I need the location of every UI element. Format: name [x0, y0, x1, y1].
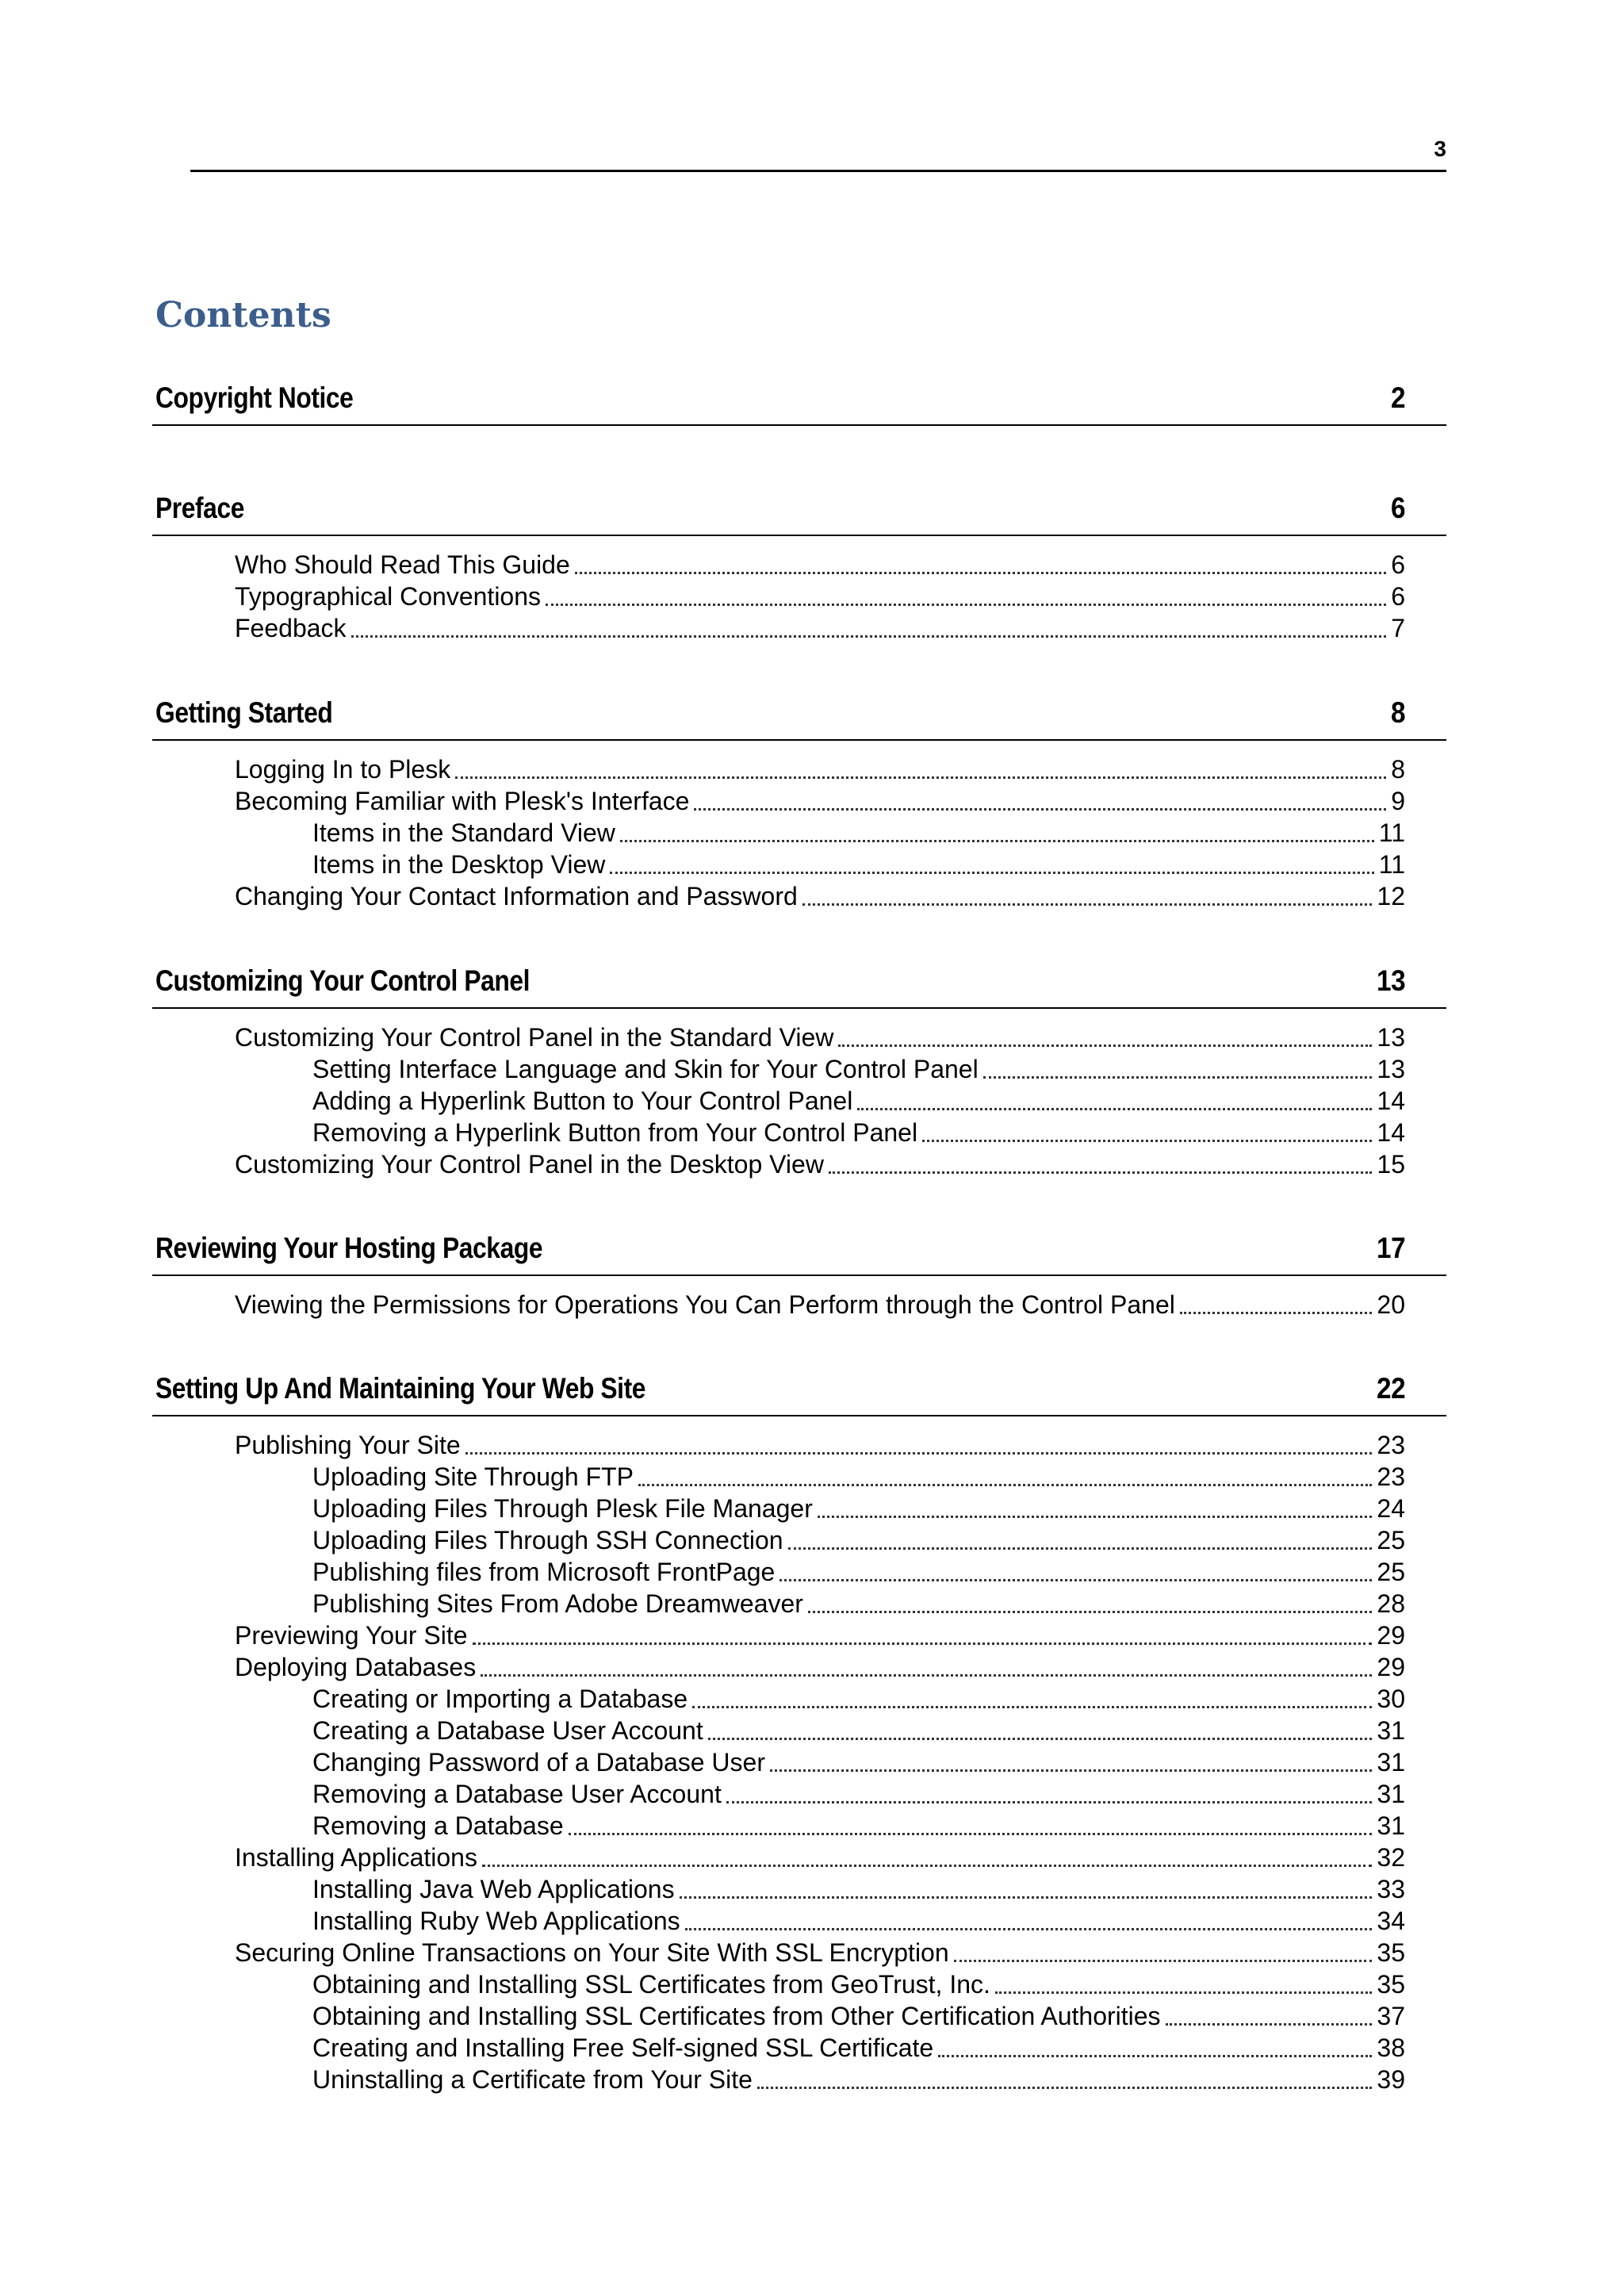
section-entries [152, 1431, 1446, 2097]
section-title: Setting Up And Maintaining Your Web Site [155, 1372, 646, 1405]
entry-label: Uninstalling a Certificate from Your Site [312, 2065, 753, 2094]
contents-title: Contents [155, 295, 331, 335]
entry-label: Becoming Familiar with Plesk's Interface [235, 787, 690, 815]
entry-label: Removing a Database User Account [312, 1780, 722, 1808]
toc-entry[interactable] [152, 2065, 1405, 2097]
entry-label: Adding a Hyperlink Button to Your Control Panel [312, 1087, 853, 1115]
dot-leader [983, 1075, 1373, 1079]
entry-label: Publishing Sites From Adobe Dreamweaver [312, 1589, 803, 1618]
dot-leader [546, 603, 1386, 606]
entry-label: Logging In to Plesk [235, 755, 451, 784]
section-entries [152, 1290, 1446, 1322]
dot-leader [481, 1673, 1372, 1677]
toc-entry[interactable] [152, 1780, 1405, 1811]
toc-entry[interactable] [152, 1118, 1405, 1150]
section-page-number: 6 [1390, 492, 1405, 524]
toc-entry[interactable] [152, 1431, 1405, 1462]
entry-label: Creating a Database User Account [312, 1716, 703, 1745]
toc-section [152, 1225, 1446, 1322]
section-page-number: 13 [1376, 964, 1405, 997]
toc-entry[interactable] [152, 1023, 1405, 1055]
toc-entry[interactable] [152, 614, 1405, 646]
section-page-number: 22 [1376, 1372, 1405, 1405]
entry-page-number: 28 [1377, 1589, 1405, 1618]
section-heading[interactable] [152, 485, 1446, 536]
entry-page-number: 31 [1377, 1748, 1405, 1777]
toc-entry[interactable] [152, 818, 1405, 850]
toc-entry[interactable] [152, 582, 1405, 614]
toc-section [152, 485, 1446, 646]
dot-leader [788, 1547, 1373, 1550]
dot-leader [1166, 2022, 1373, 2026]
toc-entry[interactable] [152, 1748, 1405, 1780]
entry-page-number: 33 [1377, 1875, 1405, 1903]
entry-page-number: 11 [1378, 850, 1405, 879]
section-entries [152, 1023, 1446, 1182]
section-title: Reviewing Your Hosting Package [155, 1232, 543, 1264]
toc-entry[interactable] [152, 1055, 1405, 1087]
entry-label: Typographical Conventions [235, 582, 542, 611]
section-title: Preface [155, 492, 244, 524]
toc-entry[interactable] [152, 1589, 1405, 1621]
entry-page-number: 39 [1377, 2065, 1405, 2094]
page-number: 3 [1434, 136, 1446, 161]
dot-leader [620, 839, 1374, 842]
dot-leader [770, 1769, 1372, 1772]
entry-label: Items in the Desktop View [312, 850, 606, 879]
entry-page-number: 15 [1377, 1150, 1405, 1179]
toc-entry[interactable] [152, 1716, 1405, 1748]
entry-label: Removing a Hyperlink Button from Your Control Panel [312, 1118, 918, 1147]
dot-leader [954, 1959, 1373, 1962]
dot-leader [610, 871, 1373, 874]
dot-leader [680, 1895, 1373, 1899]
dot-leader [465, 1451, 1373, 1455]
toc-entry[interactable] [152, 1970, 1405, 2002]
dot-leader [808, 1610, 1372, 1613]
section-page-number: 2 [1390, 381, 1405, 414]
entry-page-number: 31 [1377, 1716, 1405, 1745]
toc-section [152, 690, 1446, 914]
section-page-number: 8 [1390, 696, 1405, 729]
dot-leader [726, 1800, 1373, 1803]
dot-leader [473, 1642, 1373, 1645]
section-title: Copyright Notice [155, 381, 354, 414]
toc-entry[interactable] [152, 1290, 1405, 1322]
section-heading[interactable] [152, 958, 1446, 1009]
entry-page-number: 8 [1391, 755, 1405, 784]
toc-section [152, 958, 1446, 1182]
entry-page-number: 23 [1377, 1431, 1405, 1459]
entry-page-number: 13 [1377, 1055, 1405, 1083]
entry-page-number: 25 [1377, 1558, 1405, 1586]
toc-entry[interactable] [152, 1621, 1405, 1653]
dot-leader [818, 1515, 1373, 1518]
entry-page-number: 12 [1377, 882, 1405, 910]
toc-entry[interactable] [152, 1558, 1405, 1589]
dot-leader [779, 1578, 1372, 1581]
entry-page-number: 38 [1377, 2033, 1405, 2062]
section-title: Getting Started [155, 696, 333, 729]
entry-label: Obtaining and Installing SSL Certificates from Other Certification Authorities [312, 2002, 1161, 2030]
header-rule [190, 170, 1446, 172]
toc-entry[interactable] [152, 1150, 1405, 1182]
dot-leader [829, 1171, 1372, 1174]
toc-entry[interactable] [152, 2033, 1405, 2065]
section-heading[interactable] [152, 1366, 1446, 1416]
toc-entry[interactable] [152, 1526, 1405, 1558]
entry-label: Securing Online Transactions on Your Site With SSL Encryption [235, 1938, 949, 1967]
dot-leader [938, 2054, 1372, 2057]
entry-label: Uploading Site Through FTP [312, 1462, 634, 1491]
dot-leader [922, 1139, 1372, 1142]
entry-page-number: 13 [1377, 1023, 1405, 1052]
dot-leader [857, 1107, 1372, 1110]
dot-leader [692, 1705, 1372, 1708]
toc-entry[interactable] [152, 850, 1405, 882]
entry-label: Customizing Your Control Panel in the Standard View [235, 1023, 834, 1052]
toc-entry[interactable] [152, 882, 1405, 914]
dot-leader [455, 776, 1386, 779]
toc-section [152, 375, 1446, 426]
section-heading[interactable] [152, 690, 1446, 741]
entry-label: Viewing the Permissions for Operations You Can Perform through the Control Panel [235, 1290, 1175, 1319]
entry-label: Installing Applications [235, 1843, 477, 1872]
entry-page-number: 30 [1377, 1685, 1405, 1713]
entry-page-number: 31 [1377, 1811, 1405, 1840]
entry-page-number: 35 [1377, 1970, 1405, 1999]
entry-label: Deploying Databases [235, 1653, 477, 1681]
entry-label: Uploading Files Through SSH Connection [312, 1526, 783, 1554]
dot-leader [757, 2086, 1372, 2089]
toc-entry[interactable] [152, 1938, 1405, 1970]
toc-entry[interactable] [152, 787, 1405, 818]
entry-label: Customizing Your Control Panel in the Desktop View [235, 1150, 824, 1179]
dot-leader [351, 634, 1387, 638]
entry-page-number: 25 [1377, 1526, 1405, 1554]
section-heading[interactable] [152, 1225, 1446, 1276]
entry-page-number: 37 [1377, 2002, 1405, 2030]
entry-page-number: 20 [1377, 1290, 1405, 1319]
dot-leader [995, 1991, 1373, 1994]
section-page-number: 17 [1376, 1232, 1405, 1264]
dot-leader [708, 1737, 1373, 1740]
toc-entry[interactable] [152, 1811, 1405, 1843]
section-entries [152, 550, 1446, 646]
entry-label: Changing Your Contact Information and Password [235, 882, 798, 910]
dot-leader [1180, 1311, 1373, 1314]
toc-entry[interactable] [152, 1843, 1405, 1875]
entry-page-number: 11 [1378, 818, 1405, 847]
entry-label: Uploading Files Through Plesk File Manager [312, 1494, 813, 1523]
entry-label: Publishing files from Microsoft FrontPage [312, 1558, 776, 1586]
section-title: Customizing Your Control Panel [155, 964, 530, 997]
toc-section [152, 1366, 1446, 2097]
entry-page-number: 29 [1377, 1621, 1405, 1650]
entry-label: Creating or Importing a Database [312, 1685, 688, 1713]
entry-label: Installing Java Web Applications [312, 1875, 675, 1903]
dot-leader [482, 1864, 1372, 1867]
dot-leader [838, 1044, 1372, 1047]
entry-page-number: 14 [1377, 1118, 1405, 1147]
entry-page-number: 9 [1391, 787, 1405, 815]
toc-entry[interactable] [152, 2002, 1405, 2033]
entry-page-number: 24 [1377, 1494, 1405, 1523]
entry-page-number: 35 [1377, 1938, 1405, 1967]
entry-page-number: 6 [1391, 550, 1405, 579]
dot-leader [575, 571, 1386, 574]
entry-label: Setting Interface Language and Skin for Your Control Panel [312, 1055, 979, 1083]
section-heading[interactable] [152, 375, 1446, 426]
toc-entry[interactable] [152, 1462, 1405, 1494]
toc-entry[interactable] [152, 1685, 1405, 1716]
entry-label: Creating and Installing Free Self-signed SSL Certificate [312, 2033, 934, 2062]
entry-label: Who Should Read This Guide [235, 550, 570, 579]
entry-label: Previewing Your Site [235, 1621, 468, 1650]
toc-entry[interactable] [152, 550, 1405, 582]
entry-page-number: 7 [1391, 614, 1405, 642]
entry-page-number: 32 [1377, 1843, 1405, 1872]
toc-entry[interactable] [152, 1087, 1405, 1118]
toc-entry[interactable] [152, 1907, 1405, 1938]
dot-leader [694, 807, 1386, 811]
dot-leader [802, 903, 1373, 906]
toc-entry[interactable] [152, 755, 1405, 787]
toc-entry[interactable] [152, 1494, 1405, 1526]
entry-label: Removing a Database [312, 1811, 564, 1840]
toc-entry[interactable] [152, 1653, 1405, 1685]
dot-leader [569, 1832, 1373, 1835]
dot-leader [638, 1483, 1372, 1486]
dot-leader [685, 1927, 1373, 1930]
entry-label: Changing Password of a Database User [312, 1748, 765, 1777]
entry-page-number: 29 [1377, 1653, 1405, 1681]
entry-page-number: 34 [1377, 1907, 1405, 1935]
entry-label: Publishing Your Site [235, 1431, 461, 1459]
entry-label: Items in the Standard View [312, 818, 615, 847]
toc-entry[interactable] [152, 1875, 1405, 1907]
entry-label: Feedback [235, 614, 347, 642]
entry-page-number: 14 [1377, 1087, 1405, 1115]
entry-label: Obtaining and Installing SSL Certificates from GeoTrust, Inc. [312, 1970, 990, 1999]
entry-page-number: 31 [1377, 1780, 1405, 1808]
entry-label: Installing Ruby Web Applications [312, 1907, 680, 1935]
section-entries [152, 755, 1446, 914]
entry-page-number: 6 [1391, 582, 1405, 611]
entry-page-number: 23 [1377, 1462, 1405, 1491]
